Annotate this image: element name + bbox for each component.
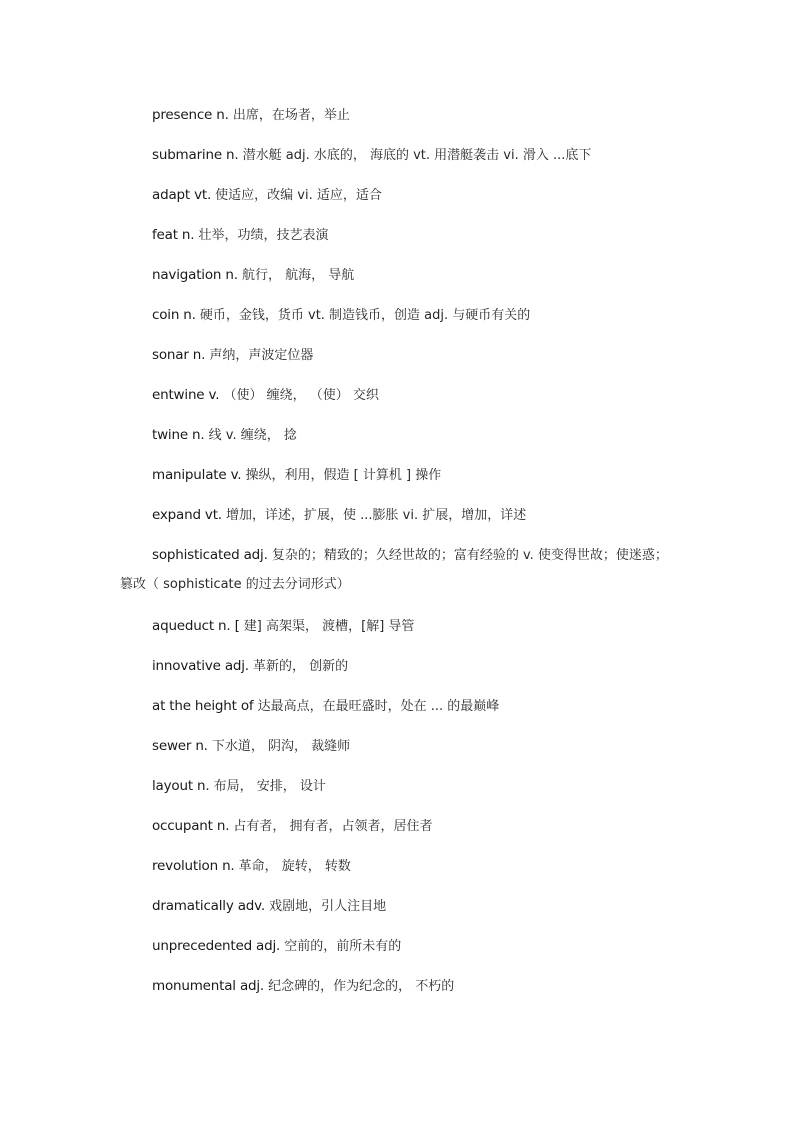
vocab-entry — [152, 461, 674, 490]
vocab-entry — [152, 381, 674, 410]
entry-term: twine n. — [152, 427, 205, 443]
entry-definition: 戏剧地，引人注目地 — [265, 899, 387, 914]
entry-definition: 使适应，改编 vi. 适应，适合 — [211, 188, 382, 203]
entry-definition: 下水道， 阴沟， 裁缝师 — [207, 739, 351, 754]
vocab-entry — [152, 972, 674, 1001]
entry-term: feat n. — [152, 227, 195, 243]
vocab-entry — [152, 692, 674, 721]
vocab-entry — [152, 341, 674, 370]
entry-definition: 操纵，利用，假造 [ 计算机 ] 操作 — [241, 468, 442, 483]
entry-term: at the height of — [152, 698, 254, 714]
entry-definition: 壮举，功绩，技艺表演 — [194, 228, 329, 243]
entry-term: unprecedented adj. — [152, 938, 281, 954]
entry-definition: 潜水艇 adj. 水底的， 海底的 vt. 用潜艇袭击 vi. 滑入 ...底下 — [238, 148, 592, 163]
entry-definition: 建] 高架渠， 渡槽，[解] 导管 — [239, 619, 415, 634]
entry-term: manipulate v. — [152, 467, 242, 483]
entry-definition: 革命， 旋转， 转数 — [234, 859, 351, 874]
entry-term: entwine v. — [152, 387, 220, 403]
entry-definition: （使） 缠绕， （使） 交织 — [219, 388, 379, 403]
entry-term: sophisticated adj. — [152, 547, 268, 563]
entry-term: adapt vt. — [152, 187, 212, 203]
entry-definition: 占有者， 拥有者，占领者，居住者 — [229, 819, 433, 834]
vocab-entry — [152, 612, 674, 641]
vocab-entry — [152, 181, 674, 210]
vocab-entry — [152, 501, 674, 530]
entry-term: expand vt. — [152, 507, 222, 523]
vocab-entry — [152, 652, 674, 681]
entry-term: coin n. — [152, 307, 196, 323]
entry-term: sewer n. — [152, 738, 208, 754]
vocab-entry — [152, 732, 674, 761]
entry-definition: 达最高点，在最旺盛时，处在 ... 的最巅峰 — [253, 699, 500, 714]
entry-term: navigation n. — [152, 267, 238, 283]
entry-term: monumental adj. — [152, 978, 265, 994]
vocab-entry — [152, 221, 674, 250]
vocab-entry — [152, 812, 674, 841]
vocab-entry — [152, 101, 674, 130]
entry-definition: 布局， 安排， 设计 — [209, 779, 326, 794]
entry-term: occupant n. — [152, 818, 230, 834]
entry-term: aqueduct n. [ — [152, 618, 240, 634]
entry-definition: 硬币，金钱，货币 vt. 制造钱币，创造 adj. 与硬币有关的 — [195, 308, 531, 323]
vocab-entry — [152, 852, 674, 881]
entry-definition: 出席，在场者，举止 — [228, 108, 350, 123]
vocab-entry — [152, 892, 674, 921]
entry-definition: 纪念碑的，作为纪念的， 不朽的 — [264, 979, 455, 994]
entry-term: innovative adj. — [152, 658, 249, 674]
entry-term: presence n. — [152, 107, 229, 123]
vocab-entry — [152, 772, 674, 801]
entry-term: sonar n. — [152, 347, 206, 363]
vocab-entry — [120, 541, 674, 599]
entry-definition: 革新的， 创新的 — [248, 659, 349, 674]
entry-definition: 航行， 航海， 导航 — [237, 268, 355, 283]
vocab-entry — [152, 301, 674, 330]
entry-definition: 线 v. 缠绕， 捻 — [204, 428, 297, 443]
entry-definition: 增加，详述，扩展，使 ...膨胀 vi. 扩展，增加，详述 — [221, 508, 527, 523]
vocab-entry — [152, 141, 674, 170]
entry-term: revolution n. — [152, 858, 235, 874]
entry-definition: 复杂的；精致的；久经世故的；富有经验的 v. 使变得世故；使迷惑；篡改（ sophisticate 的过去分词形式） — [120, 548, 668, 592]
entry-term: layout n. — [152, 778, 210, 794]
vocab-entry — [152, 261, 674, 290]
entry-term: dramatically adv. — [152, 898, 266, 914]
entry-term: submarine n. — [152, 147, 239, 163]
vocab-entry — [152, 421, 674, 450]
entry-definition: 声纳，声波定位器 — [205, 348, 314, 363]
vocab-entry — [152, 932, 674, 961]
entry-definition: 空前的，前所未有的 — [280, 939, 402, 954]
